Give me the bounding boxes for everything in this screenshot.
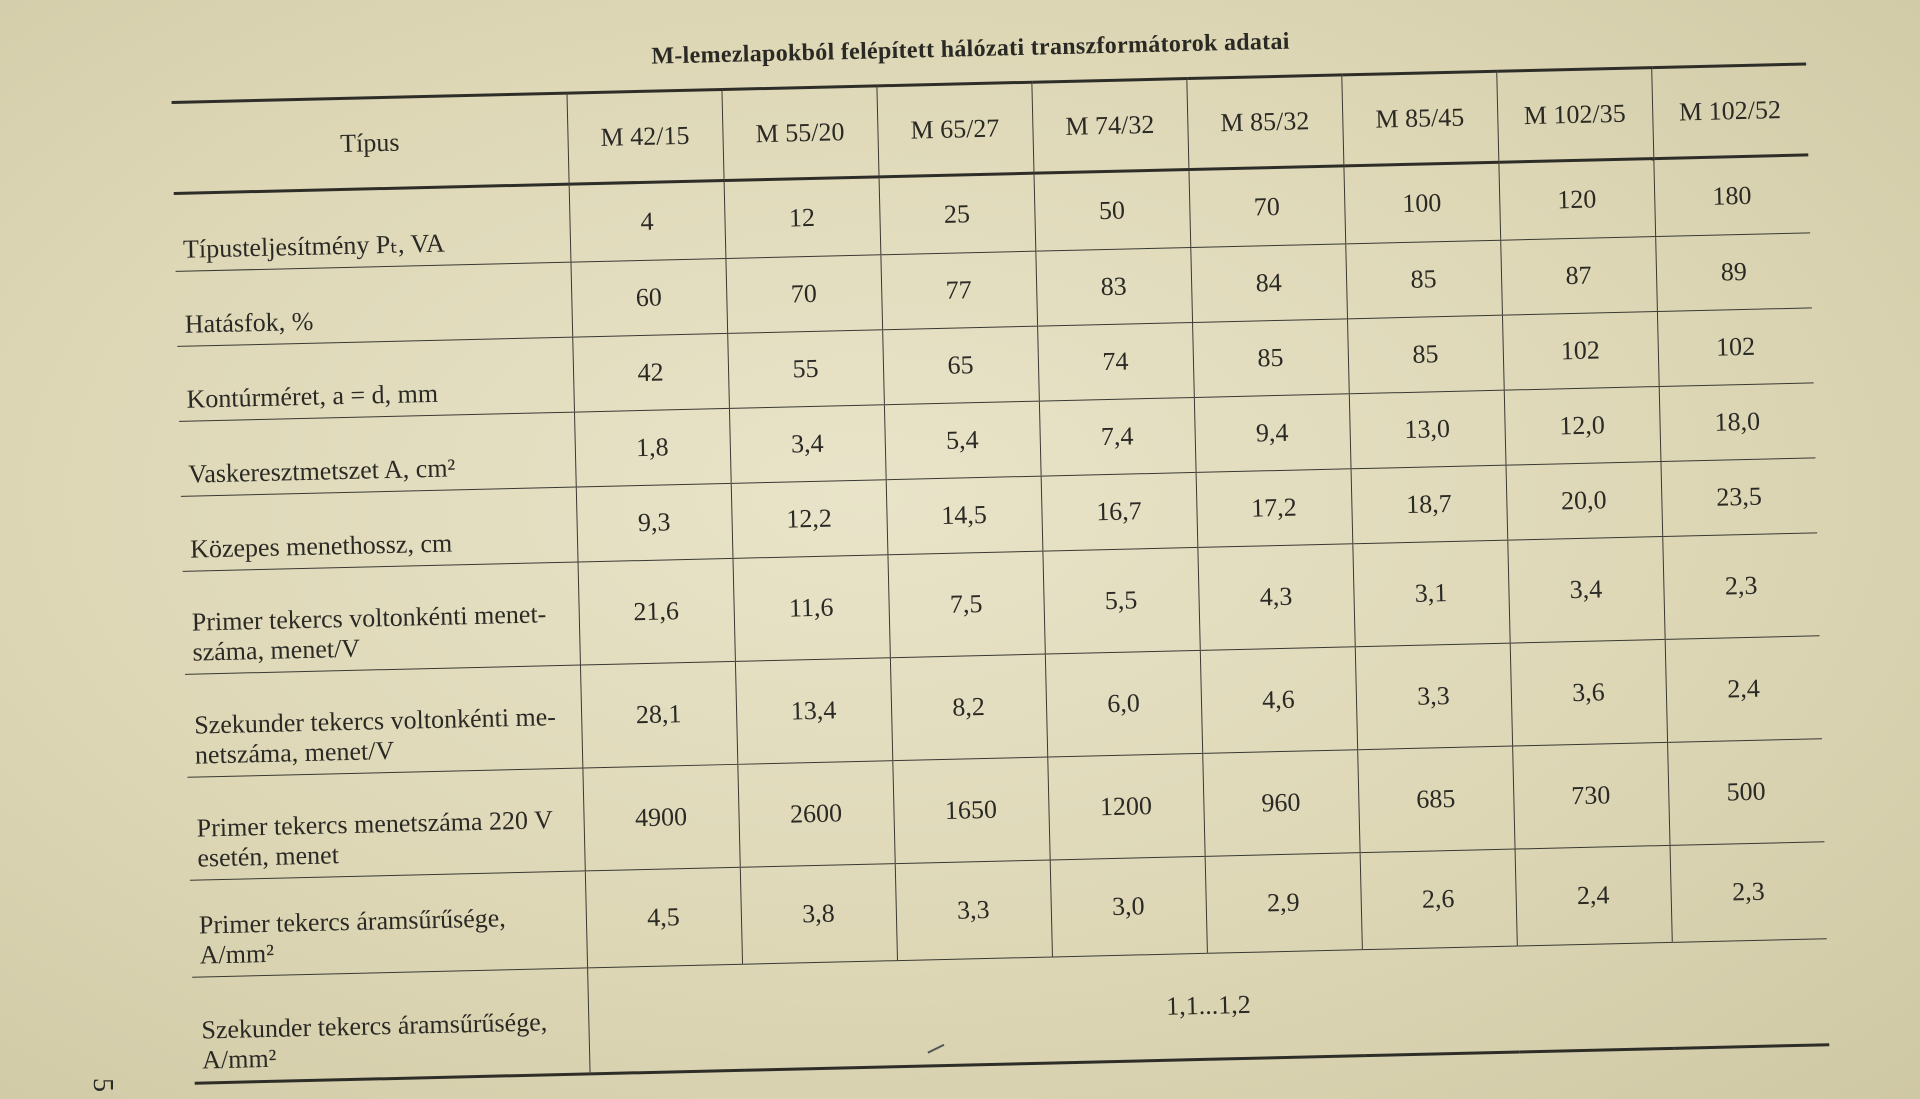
- type-header-cell: M 65/27: [876, 82, 1033, 177]
- table-cell: 4,3: [1197, 544, 1354, 651]
- type-header-cell: M 102/52: [1651, 64, 1808, 159]
- table-cell: 25: [879, 173, 1036, 255]
- table-cell: 50: [1033, 170, 1190, 252]
- table-cell: 83: [1035, 248, 1192, 327]
- table-cell: 87: [1500, 237, 1657, 316]
- table-cell: 3,3: [1355, 643, 1512, 750]
- table-cell: 65: [882, 326, 1039, 405]
- type-header-cell: M 85/45: [1341, 71, 1498, 166]
- table-cell: 3,4: [1507, 536, 1664, 643]
- table-cell: 85: [1345, 240, 1502, 319]
- table-cell: 17,2: [1196, 469, 1353, 548]
- table-cell: 1650: [892, 757, 1049, 864]
- table-cell: 3,3: [895, 860, 1052, 961]
- row-label: Típusteljesítmény Pₜ, VA: [174, 184, 571, 271]
- row-label: Primer tekercs áramsűrűsége, A/mm²: [190, 871, 587, 977]
- table-cell: 55: [727, 330, 884, 409]
- row-label: Szekunder tekercs voltonkénti me-netszáma, menet/V: [185, 665, 582, 777]
- table-cell: 11,6: [732, 555, 889, 662]
- transformer-data-table: [172, 62, 1830, 1084]
- table-cell: 89: [1655, 233, 1812, 312]
- table-cell: 180: [1653, 155, 1810, 237]
- table-cell: 120: [1498, 159, 1655, 241]
- table-cell: 730: [1512, 742, 1669, 849]
- table-cell: 7,5: [887, 551, 1044, 658]
- type-header-label: Típus: [172, 93, 569, 193]
- table-cell: 16,7: [1041, 472, 1198, 551]
- table-cell: 2,9: [1205, 853, 1362, 954]
- table-cell: 60: [570, 258, 727, 337]
- document-page: [170, 0, 1833, 1075]
- table-cell: 23,5: [1660, 458, 1817, 537]
- table-cell: 12,2: [731, 480, 888, 559]
- merged-table-cell: 1,1...1,2: [587, 939, 1829, 1074]
- type-header-cell: M 74/32: [1031, 79, 1188, 174]
- type-header-cell: M 102/35: [1496, 68, 1653, 163]
- table-cell: 2600: [737, 761, 894, 868]
- table-cell: 2,3: [1662, 533, 1819, 640]
- table-cell: 4900: [582, 764, 739, 871]
- type-header-cell: M 55/20: [721, 86, 878, 181]
- table-cell: 5,4: [884, 401, 1041, 480]
- table-cell: 2,6: [1360, 849, 1517, 950]
- table-cell: 13,0: [1349, 390, 1506, 469]
- table-cell: 3,4: [729, 405, 886, 484]
- table-cell: 13,4: [735, 658, 892, 765]
- table-cell: 3,1: [1352, 540, 1509, 647]
- table-cell: 18,0: [1659, 383, 1816, 462]
- table-cell: 960: [1202, 750, 1359, 857]
- table-cell: 3,8: [740, 864, 897, 965]
- table-cell: 6,0: [1045, 650, 1202, 757]
- table-cell: 12: [724, 177, 881, 259]
- table-cell: 1200: [1047, 753, 1204, 860]
- table-cell: 18,7: [1351, 465, 1508, 544]
- table-cell: 14,5: [886, 476, 1043, 555]
- table-cell: 2,4: [1665, 636, 1822, 743]
- row-label: Közepes menethossz, cm: [181, 487, 578, 571]
- table-cell: 4,6: [1200, 647, 1357, 754]
- table-cell: 3,6: [1510, 639, 1667, 746]
- table-cell: 20,0: [1506, 462, 1663, 541]
- table-cell: 42: [572, 333, 729, 412]
- table-cell: 500: [1667, 739, 1824, 846]
- table-cell: 85: [1347, 315, 1504, 394]
- table-cell: 2,4: [1515, 845, 1672, 946]
- table-cell: 102: [1657, 308, 1814, 387]
- row-label: Kontúrméret, a = d, mm: [177, 337, 574, 421]
- page-number: 5: [87, 1078, 118, 1092]
- table-cell: 74: [1037, 323, 1194, 402]
- table-cell: 685: [1357, 746, 1514, 853]
- table-cell: 1,8: [574, 408, 731, 487]
- table-cell: 5,5: [1042, 547, 1199, 654]
- table-cell: 70: [1188, 166, 1345, 248]
- type-header-cell: M 42/15: [566, 90, 723, 185]
- table-cell: 100: [1343, 162, 1500, 244]
- table-cell: 85: [1192, 319, 1349, 398]
- row-label: Primer tekercs voltonkénti menet-száma, menet/V: [183, 562, 580, 674]
- table-cell: 4: [569, 180, 726, 262]
- table-cell: 3,0: [1050, 856, 1207, 957]
- table-cell: 70: [725, 255, 882, 334]
- table-cell: 28,1: [580, 661, 737, 768]
- row-label: Primer tekercs menetszáma 220 V esetén, menet: [187, 768, 584, 880]
- table-cell: 102: [1502, 312, 1659, 391]
- table-cell: 12,0: [1504, 387, 1661, 466]
- table-cell: 8,2: [890, 654, 1047, 761]
- row-label: Hatásfok, %: [176, 262, 573, 346]
- row-label: Vaskeresztmetszet A, cm²: [179, 412, 576, 496]
- type-header-cell: M 85/32: [1186, 75, 1343, 170]
- row-label: Szekunder tekercs áramsűrűsége, A/mm²: [192, 968, 589, 1083]
- table-cell: 7,4: [1039, 397, 1196, 476]
- table-cell: 9,4: [1194, 394, 1351, 473]
- table-cell: 77: [880, 251, 1037, 330]
- table-cell: 21,6: [578, 558, 735, 665]
- table-cell: 84: [1190, 244, 1347, 323]
- table-cell: 9,3: [576, 483, 733, 562]
- table-cell: 2,3: [1670, 842, 1827, 943]
- table-cell: 4,5: [585, 867, 742, 968]
- table-title: M-lemezlapokból felépített hálózati transzformátorok adatai: [651, 28, 1291, 70]
